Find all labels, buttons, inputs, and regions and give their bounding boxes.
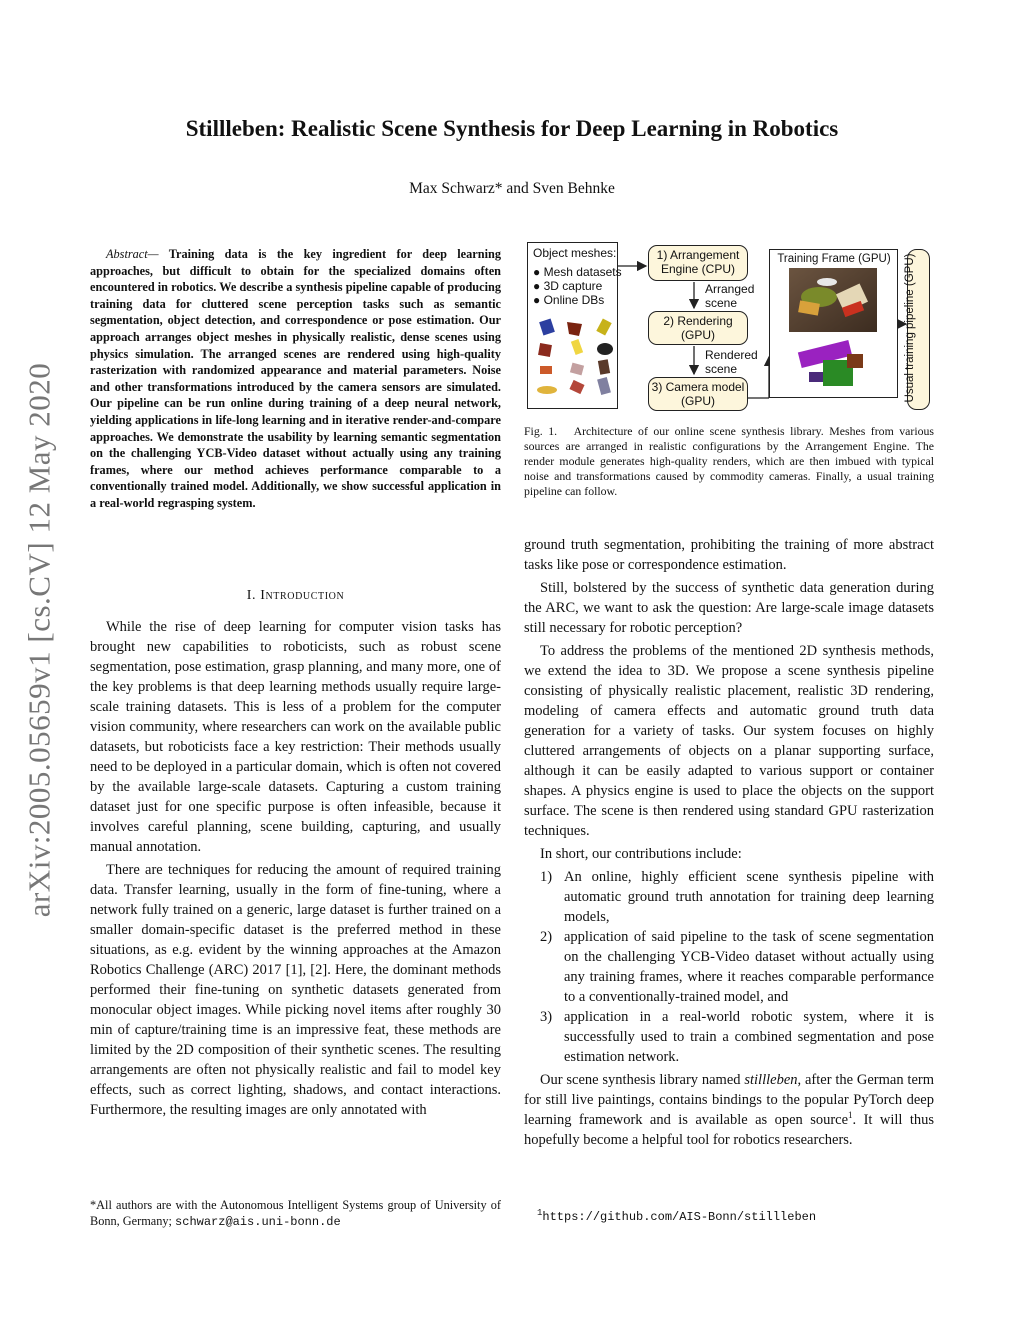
contribution-item: 2) application of said pipeline to the task of scene segmentation on the challenging YCB-Video dataset without actually using any training frames, where it reaches comparable performance to a conventionally-trained model, and <box>540 929 934 1005</box>
intro-paragraph: While the rise of deep learning for computer vision tasks has brought new capabilities to roboticists, such as robust scene segmentation, pose estimation, grasp planning, and many more, one of the key problems is that deep learning methods usually require large-scale training datasets. This is less of a problem for the computer vision community, where researchers can work on the available public datasets, but roboticists face a key restriction: Their methods usually need to be deployed in a particular domain, which is often not covered by the available large-scale datasets. Capturing a custom training dataset just for one specific purpose is often infeasible, because it involves careful planning, scene building, capturing, and usually manual annotation. <box>90 619 501 855</box>
footnote-marker[interactable]: 1 <box>848 1110 853 1121</box>
github-footnote <box>537 1210 816 1224</box>
figure-caption <box>524 424 934 499</box>
training-frame-render <box>789 268 877 332</box>
figure-caption-label: Fig. 1. <box>524 424 558 438</box>
continued-paragraph: ground truth segmentation, prohibiting the training of more abstract tasks like pose or correspondence estimation. <box>524 537 934 573</box>
body-paragraph: To address the problems of the mentioned 2D synthesis methods, we extend the idea to 3D. We propose a scene synthesis pipeline consisting of physically realistic placement, realistic 3D rendering, modeling of camera effects and automatic ground truth data generation for a variety of tasks. Our system focuses on highly cluttered arrangements of objects on a planar supporting surface, although it can be easily adapted to various support or container shapes. A physics engine is used to place the objects on the support surface. The scene is then rendered using standard GPU rasterization techniques. <box>524 643 934 839</box>
object-meshes-item: ● 3D capture <box>533 279 603 293</box>
abstract-text: Training data is the key ingredient for deep learning approaches, but difficult to obtain for the specialized domains often encountered in robotics. We describe a synthesis pipeline capable of producing training data for cluttered scene perception tasks such as semantic segmentation, object detection, and correspondence or pose estimation. Our approach arranges object meshes in physically realistic, dense scenes using physics simulation. The arranged scenes are rendered using high-quality rasterization with randomized appearance and material parameters. Noise and other transformations introduced by the camera sensors are simulated. Our pipeline can be run online during training of a deep neural network, yielding applications in life-long learning and in iterative render-and-compare approaches. We demonstrate the usability by learning semantic segmentation on the challenging YCB-Video dataset without actually using any training frames, where our method achieves performance comparable to a conventionally trained model. Additionally, we show successful application in a real-world regrasping system. <box>90 247 501 510</box>
contribution-item: 3) application in a real-world robotic system, where it is successfully used to train a combined segmentation and pose estimation network. <box>540 1009 934 1065</box>
abstract <box>90 246 501 512</box>
section-heading <box>90 588 501 604</box>
arrow-label-rendered-scene: Rendered scene <box>705 348 758 376</box>
contributions-intro: In short, our contributions include: <box>540 846 742 862</box>
library-paragraph: Our scene synthesis library named stillleben, after the German term for still live paintings, contains bindings to the popular PyTorch deep learning framework and is available as open source$^1$. It will thus hopefully become a helpful tool for robotics researchers. <box>524 1072 934 1148</box>
object-meshes-item: ● Online DBs <box>533 293 605 307</box>
arxiv-identifier-text: arXiv:2005.05659v1 [cs.CV] 12 May 2020 <box>21 362 56 918</box>
intro-paragraph: There are techniques for reducing the amount of required training data. Transfer learning, usually in the form of fine-tuning, where a network fully trained on a generic, large dataset is further trained on a smaller domain-specific dataset is the preferred method in these situations, as e.g. evident by the winning approaches at the Amazon Robotics Challenge (ARC) 2017 [1], [2]. Here, the dominant methods performed their fine-tuning on synthetic datasets generated from monocular object images. While picking novel items after roughly 30 min of capture/training time is an impressive feat, these methods are limited by the 2D composition of their synthetic scenes. The resulting arrangements are often not physically realistic and fail to model key effects, such as correct lighting, shadows, and contact interactions. Furthermore, the resulting images are only annotated with <box>90 862 501 1118</box>
section-title: Introduction <box>260 588 345 603</box>
right-column-body <box>524 535 934 1153</box>
paper-authors: Max Schwarz* and Sven Behnke <box>409 180 615 197</box>
affiliation-text: *All authors are with the Autonomous Intelligent Systems group of University of Bonn, Germany; <box>90 1198 501 1228</box>
training-frame-segmentation <box>798 338 867 394</box>
stage-arrangement-engine: 1) Arrangement Engine (CPU) <box>648 245 748 281</box>
object-meshes-item: ● Mesh datasets <box>533 265 622 279</box>
body-paragraph: Still, bolstered by the success of synthetic data generation during the ARC, we want to ask the question: Are large-scale image datasets still necessary for robotic perception? <box>524 580 934 636</box>
library-name: stillleben <box>744 1072 798 1088</box>
intro-body <box>90 617 501 1123</box>
section-number: I. <box>246 588 257 603</box>
figure-architecture <box>527 242 935 414</box>
object-meshes-title: Object meshes: <box>533 246 617 260</box>
training-frame-title: Training Frame (GPU) <box>777 253 891 265</box>
stage-camera-model: 3) Camera model (GPU) <box>648 377 748 411</box>
contributions-list <box>524 867 934 1067</box>
arxiv-identifier <box>4 340 74 940</box>
github-link[interactable]: https://github.com/AIS-Bonn/stillleben <box>542 1210 817 1224</box>
paper-title: Stillleben: Realistic Scene Synthesis for Deep Learning in Robotics <box>185 116 839 141</box>
arrow-label-arranged-scene: Arranged scene <box>705 282 755 310</box>
contribution-item: 1) An online, highly efficient scene synthesis pipeline with automatic ground truth annotation for training deep learning models, <box>540 869 934 925</box>
footnote-number: 1 <box>537 1208 543 1218</box>
figure-caption-text: Architecture of our online scene synthesis library. Meshes from various sources are arranged in realistic configurations by the Arrangement Engine. The render module generates high-quality renders, which are then imbued with typical noise and transformations caused by commodity cameras. Finally, a usual training pipeline can follow. <box>524 424 934 498</box>
author-email[interactable]: schwarz@ais.uni-bonn.de <box>175 1215 341 1229</box>
affiliation-footnote <box>90 1197 501 1230</box>
object-meshes-list <box>533 265 622 307</box>
stage-rendering: 2) Rendering (GPU) <box>648 311 748 345</box>
training-pipeline-label: Usual training pipeline (GPU) <box>904 253 916 403</box>
abstract-label: Abstract— <box>106 247 159 261</box>
